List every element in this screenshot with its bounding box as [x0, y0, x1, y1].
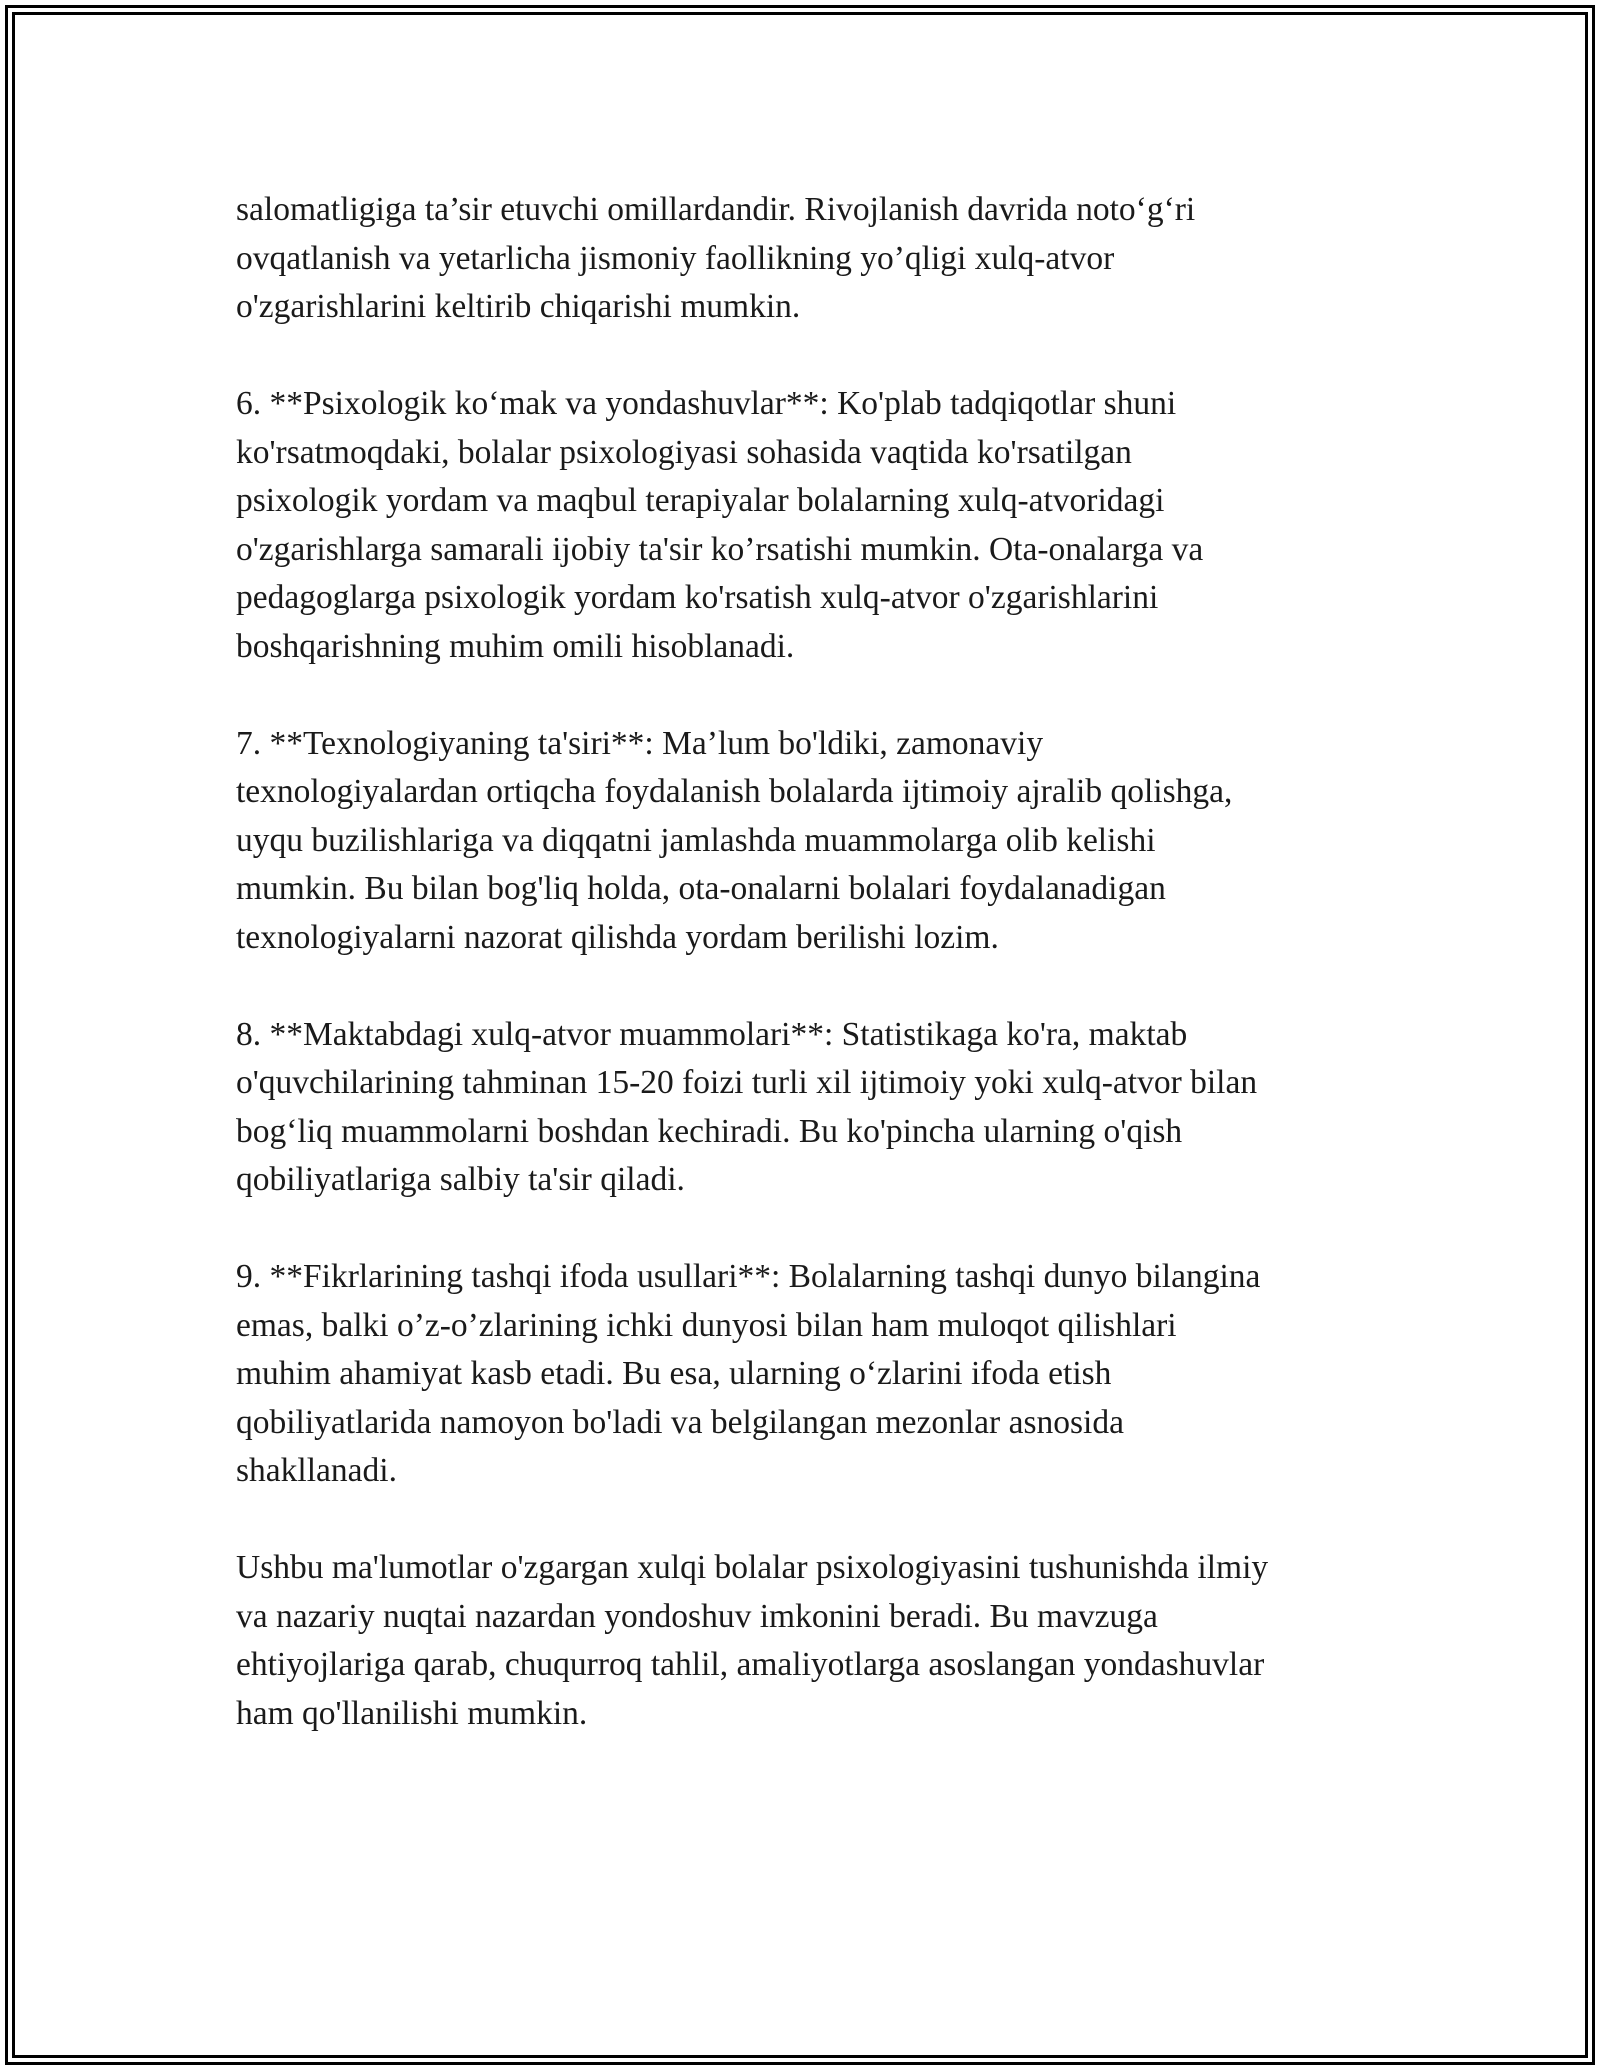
paragraph-item-7: [236, 720, 1376, 963]
paragraph-item-6: [236, 380, 1376, 671]
text-line: qobiliyatlarida namoyon bo'ladi va belgilangan mezonlar asnosida: [236, 1403, 1124, 1441]
text-line: emas, balki o’z-o’zlarining ichki dunyosi bilan ham muloqot qilishlari: [236, 1306, 1177, 1344]
paragraph-item-8: [236, 1011, 1376, 1205]
text-line: pedagoglarga psixologik yordam ko'rsatish xulq-atvor o'zgarishlarini: [236, 579, 1159, 616]
text-line: ko'rsatmoqdaki, bolalar psixologiyasi sohasida vaqtida ko'rsatilgan: [236, 433, 1132, 471]
text-line: ehtiyojlariga qarab, chuqurroq tahlil, amaliyotlarga asoslangan yondashuvlar: [236, 1646, 1265, 1683]
text-line: Ushbu ma'lumotlar o'zgargan xulqi bolalar psixologiyasini tushunishda ilmiy: [236, 1549, 1269, 1586]
text-line: texnologiyalarni nazorat qilishda yordam berilishi lozim.: [236, 918, 999, 956]
text-line: texnologiyalardan ortiqcha foydalanish bolalarda ijtimoiy ajralib qolishga,: [236, 773, 1233, 810]
paragraph-conclusion: [236, 1544, 1376, 1738]
paragraph-intro: [236, 186, 1376, 332]
text-line: mumkin. Bu bilan bog'liq holda, ota-onalarni bolalari foydalanadigan: [236, 870, 1166, 907]
text-line: o'quvchilarining tahminan 15-20 foizi turli xil ijtimoiy yoki xulq-atvor bilan: [236, 1064, 1258, 1101]
text-line: psixologik yordam va maqbul terapiyalar bolalarning xulq-atvoridagi: [236, 482, 1165, 519]
text-line: 9. **Fikrlarining tashqi ifoda usullari**: Bolalarning tashqi dunyo bilangina: [236, 1258, 1261, 1295]
text-line: 6. **Psixologik ko‘mak va yondashuvlar**: Ko'plab tadqiqotlar shuni: [236, 385, 1177, 422]
text-line: salomatligiga ta’sir etuvchi omillardandir. Rivojlanish davrida noto‘g‘ri: [236, 191, 1196, 228]
text-line: ham qo'llanilishi mumkin.: [236, 1694, 588, 1732]
text-line: shakllanadi.: [236, 1452, 397, 1489]
paragraph-item-9: [236, 1253, 1376, 1496]
text-line: uyqu buzilishlariga va diqqatni jamlashda muammolarga olib kelishi: [236, 821, 1156, 859]
text-line: qobiliyatlariga salbiy ta'sir qiladi.: [236, 1161, 685, 1198]
text-line: o'zgarishlarini keltirib chiqarishi mumkin.: [236, 288, 801, 325]
text-line: bog‘liq muammolarni boshdan kechiradi. Bu ko'pincha ularning o'qish: [236, 1112, 1183, 1150]
text-line: va nazariy nuqtai nazardan yondoshuv imkonini beradi. Bu mavzuga: [236, 1597, 1158, 1635]
document-body: [236, 186, 1376, 1738]
text-line: o'zgarishlarga samarali ijobiy ta'sir ko’rsatishi mumkin. Ota-onalarga va: [236, 530, 1204, 568]
text-line: muhim ahamiyat kasb etadi. Bu esa, ularning o‘zlarini ifoda etish: [236, 1355, 1112, 1392]
text-line: boshqarishning muhim omili hisoblanadi.: [236, 627, 795, 665]
text-line: 8. **Maktabdagi xulq-atvor muammolari**: Statistikaga ko'ra, maktab: [236, 1015, 1188, 1053]
text-line: ovqatlanish va yetarlicha jismoniy faollikning yo’qligi xulq-atvor: [236, 239, 1115, 277]
text-line: 7. **Texnologiyaning ta'siri**: Ma’lum bo'ldiki, zamonaviy: [236, 724, 1044, 762]
